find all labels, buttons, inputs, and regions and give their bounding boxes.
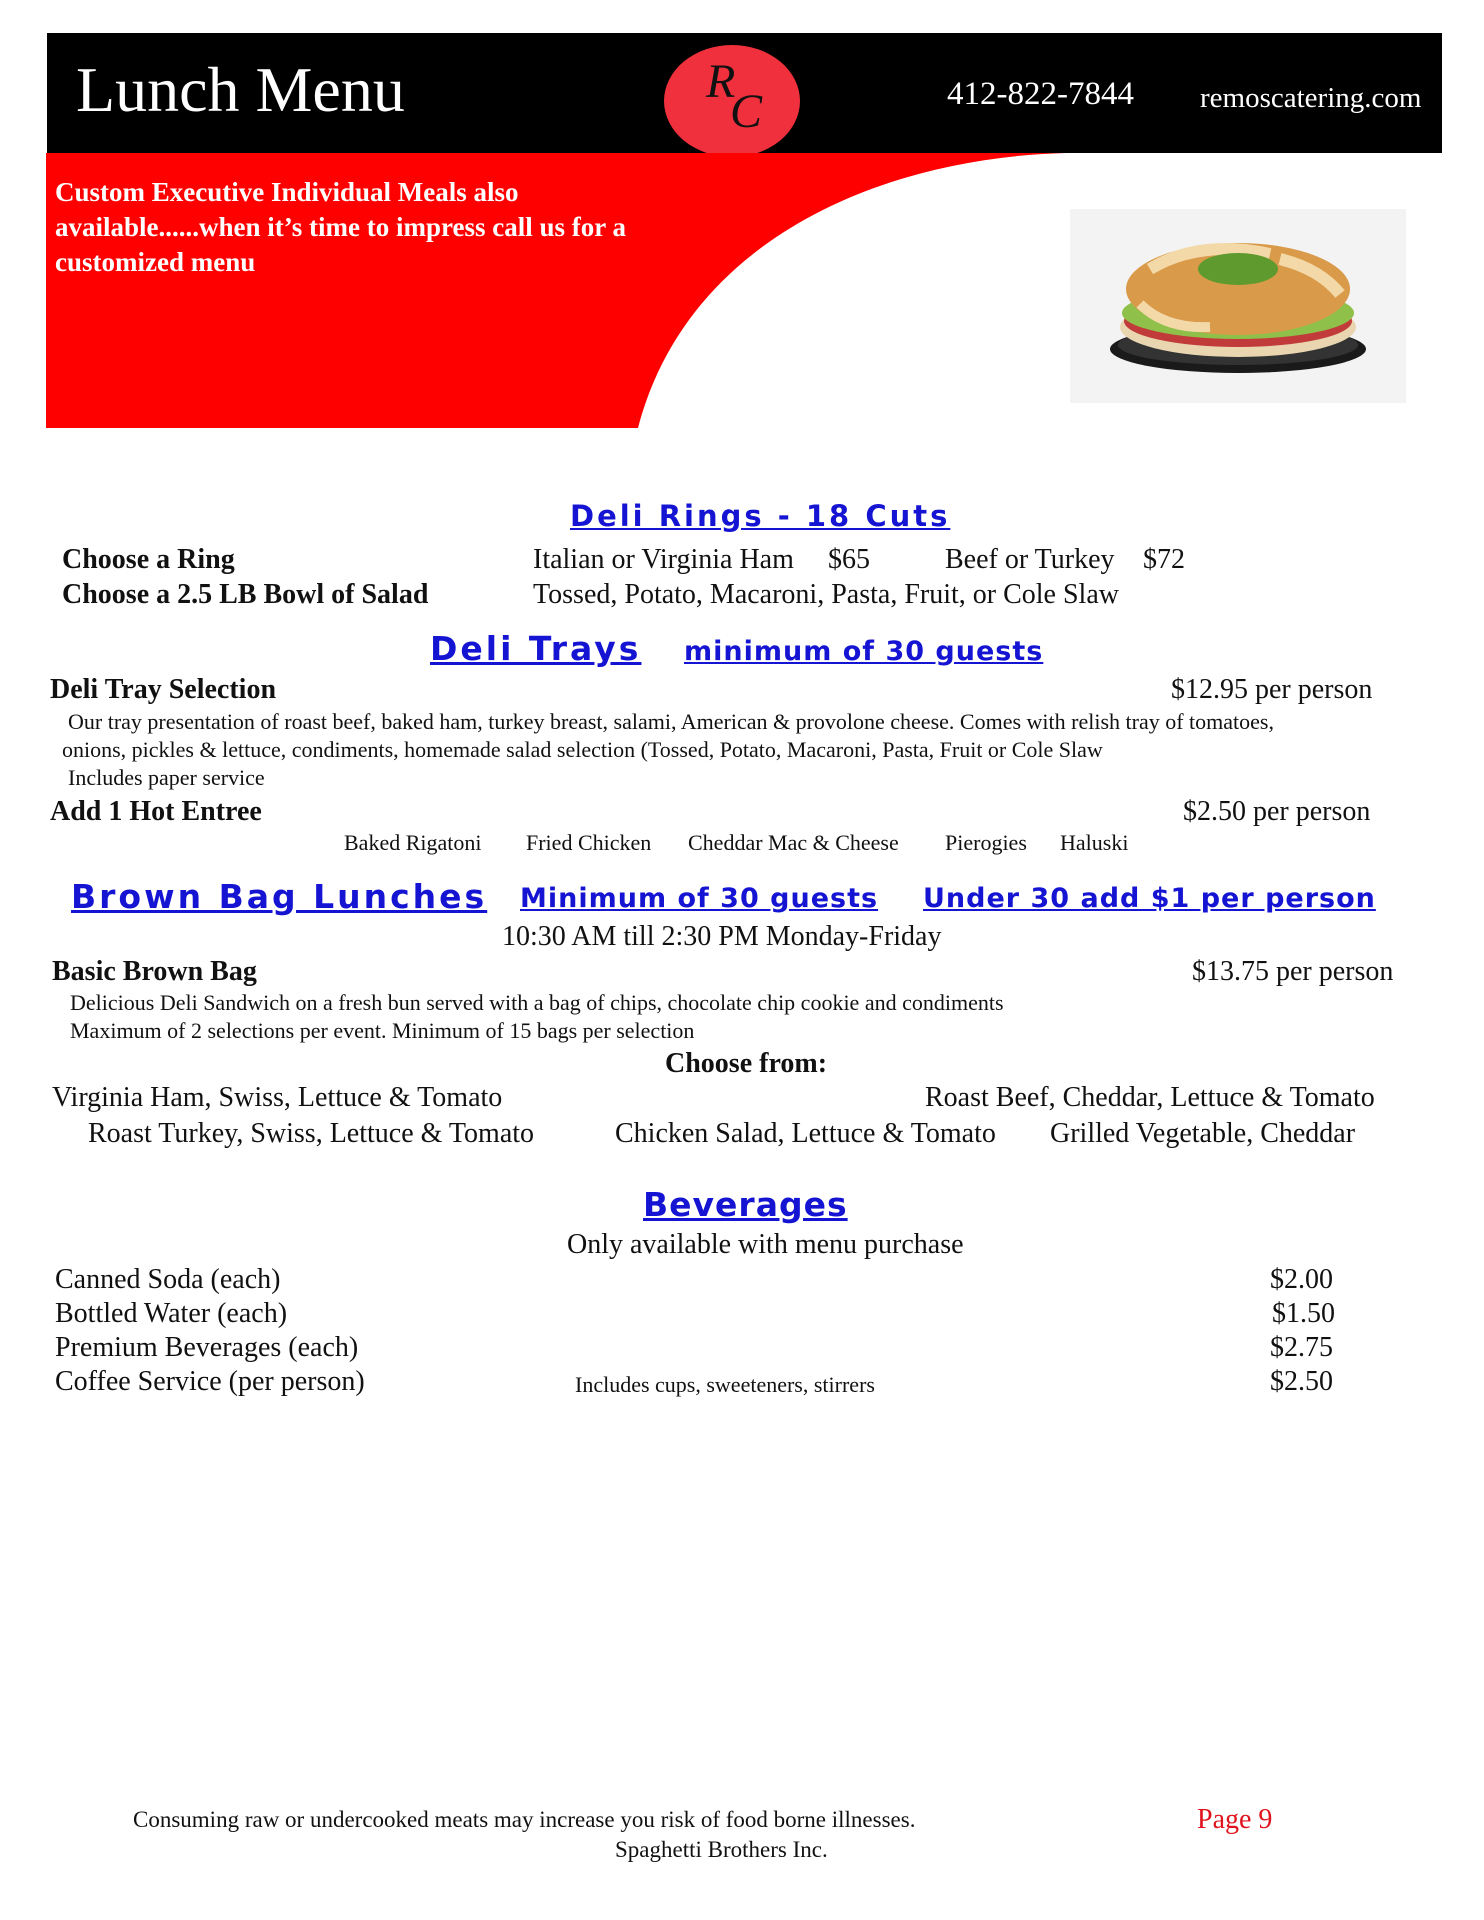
deli-tray-selection-price: $12.95 per person (1171, 674, 1373, 705)
ring-price-2: $72 (1143, 544, 1185, 575)
entree-item: Pierogies (945, 830, 1027, 855)
logo-letter-r: R (706, 55, 736, 108)
hot-entree-label: Add 1 Hot Entree (50, 796, 262, 827)
sandwich-ring-image (1070, 209, 1406, 403)
entree-item: Fried Chicken (526, 830, 652, 855)
ring-option-1: Italian or Virginia Ham (533, 544, 794, 575)
beverage-name: Bottled Water (each) (55, 1298, 288, 1329)
hot-entree-price: $2.50 per person (1183, 796, 1371, 827)
choose-from-label: Choose from: (665, 1048, 828, 1079)
beverage-price: $2.00 (1270, 1264, 1333, 1295)
page-number: Page 9 (1197, 1804, 1273, 1835)
beverage-name: Coffee Service (per person) (55, 1366, 365, 1397)
sandwich-option: Grilled Vegetable, Cheddar (1050, 1118, 1356, 1149)
beverage-price: $2.75 (1270, 1332, 1333, 1363)
brown-bag-description-line1: Delicious Deli Sandwich on a fresh bun served with a bag of chips, chocolate chip cookie and condiments (70, 990, 1004, 1015)
basic-brown-bag-label: Basic Brown Bag (52, 956, 257, 987)
brown-bag-minimum: Minimum of 30 guests (520, 883, 879, 914)
beverages-heading: Beverages (643, 1185, 848, 1224)
salad-label: Choose a 2.5 LB Bowl of Salad (62, 579, 429, 610)
company-name: Spaghetti Brothers Inc. (615, 1837, 828, 1862)
ring-option-2: Beef or Turkey (945, 544, 1115, 575)
beverage-price: $2.50 (1270, 1366, 1333, 1397)
brown-bag-description-line2: Maximum of 2 selections per event. Minimum of 15 bags per selection (70, 1018, 695, 1043)
deli-tray-description-line2: onions, pickles & lettuce, condiments, homemade salad selection (Tossed, Potato, Macaroni, Pasta, Fruit or Cole Slaw (62, 737, 1103, 762)
brown-bag-hours: 10:30 AM till 2:30 PM Monday-Friday (502, 921, 942, 952)
brown-bag-under-30: Under 30 add $1 per person (923, 883, 1376, 914)
food-safety-note: Consuming raw or undercooked meats may increase you risk of food borne illnesses. (133, 1807, 916, 1832)
page-title: Lunch Menu (76, 54, 405, 125)
deli-tray-description-line1: Our tray presentation of roast beef, baked ham, turkey breast, salami, American & provolone cheese. Comes with relish tray of tomatoes, (68, 709, 1274, 734)
entree-item: Haluski (1060, 830, 1129, 855)
banner-text: Custom Executive Individual Meals also available......when it’s time to impress call us for a customized menu (55, 177, 626, 277)
sandwich-option: Roast Turkey, Swiss, Lettuce & Tomato (88, 1118, 535, 1149)
beverage-name: Premium Beverages (each) (55, 1332, 359, 1363)
deli-rings-heading: Deli Rings - 18 Cuts (570, 499, 951, 533)
deli-tray-selection-label: Deli Tray Selection (50, 674, 277, 705)
sandwich-option: Virginia Ham, Swiss, Lettuce & Tomato (52, 1082, 503, 1113)
salad-options: Tossed, Potato, Macaroni, Pasta, Fruit, or Cole Slaw (533, 579, 1119, 610)
sandwich-option: Roast Beef, Cheddar, Lettuce & Tomato (925, 1082, 1375, 1113)
logo-letter-c: C (730, 85, 763, 138)
beverage-name: Canned Soda (each) (55, 1264, 281, 1295)
website-link[interactable]: remoscatering.com (1200, 82, 1422, 114)
brown-bag-heading: Brown Bag Lunches (71, 877, 488, 916)
entree-item: Baked Rigatoni (344, 830, 482, 855)
entree-item: Cheddar Mac & Cheese (688, 830, 899, 855)
beverages-subtitle: Only available with menu purchase (567, 1229, 964, 1260)
deli-tray-description-line3: Includes paper service (68, 765, 265, 790)
deli-trays-heading: Deli Trays (430, 629, 642, 668)
phone-number: 412-822-7844 (947, 76, 1134, 112)
ring-price-1: $65 (828, 544, 870, 575)
beverage-price: $1.50 (1272, 1298, 1335, 1329)
deli-trays-minimum: minimum of 30 guests (684, 636, 1044, 667)
sandwich-option: Chicken Salad, Lettuce & Tomato (615, 1118, 996, 1149)
choose-ring-label: Choose a Ring (62, 544, 235, 575)
beverage-note: Includes cups, sweeteners, stirrers (575, 1372, 875, 1397)
basic-brown-bag-price: $13.75 per person (1192, 956, 1394, 987)
